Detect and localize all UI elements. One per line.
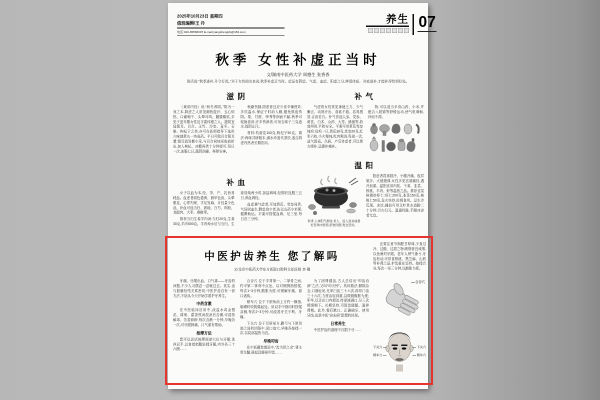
- section-ziyin-header: 滋阴: [226, 92, 249, 101]
- xiaguan-acupoint-label: 下关穴: [373, 345, 383, 350]
- paragraph: 颊车穴 位于下颌角前上方约一横指,咀嚼时咬肌隆起处。用双手中指同时按揉双侧,每次2~3分钟,可改善牙关不利、牙痛。: [240, 300, 302, 319]
- paragraph: 阳虚者畏寒肢冷、小腹冷痛、夜尿频多、大便溏薄,女性多见宫寒痛经,遇冷加重。温阳宜用肉桂、干姜、韭菜、核桃、羊肉、虾等温热之品。推荐韭菜核桃炒虾仁:虾仁200克,韭菜150克,核桃仁50克,急火快炒,佐餐食用。忌生冷瓜果、冰饮,睡前可用艾叶煮水泡脚二十分钟,引火归元、温通经脉,手脚冰凉者尤宜。: [366, 174, 424, 218]
- section-buxue-header: 补血: [226, 178, 249, 187]
- jiache-acupoint-label: 颊车穴: [416, 353, 426, 358]
- xiaguan-acupoint-label: 下关穴: [416, 345, 426, 350]
- section-divider: [413, 14, 415, 35]
- feature-title: 中医护齿养生 您了解吗: [204, 250, 340, 262]
- paragraph: 合谷穴 位于手背第一、二掌骨之间,约平第二掌骨中点处。以对侧拇指按揉,每次1~3分钟,酸胀为度,可缓解牙痛、面口诸疾。: [240, 279, 302, 298]
- section-wenyang-text: [366, 174, 424, 231]
- feature-byline: 文/北京中医药大学东方医院口腔科主任医师 李 刚: [233, 268, 311, 272]
- subhead-richang-yangsheng: 日常养生: [330, 321, 346, 326]
- paragraph: 气虚的女性常见神疲乏力、少气懒言、动则汗出、食欲不振、容易感冒,舌淡苔白。补气首选人参、党参、黄芪、白术、山药、大枣、蜂蜜等,药食两用,平和安全。平素可用黄芪党参炖鸡:母鸡一只,黄芪30克,党参20克,红枣六枚,小火慢炖,吃肉喝汤,每周一次,益气固表。久病、产后体虚者,可以膏方缓补,忌骤补峻补。: [307, 105, 363, 149]
- highlight-box: [165, 236, 433, 385]
- section-buqi-text-left: [307, 105, 363, 157]
- editor-line: 值班编辑/王 丹: [177, 20, 205, 26]
- paragraph: 下关穴 位于耳屏前方,颧弓与下颌切迹之间的凹陷中,闭口取穴,早晚各按揉一次,以局部温热为宜。: [240, 321, 302, 336]
- section-buxue: [173, 177, 302, 239]
- section-name-block: [366, 14, 409, 33]
- paragraph: 牙痛、牙龈出血、口气重——牙齿的问题,不少人习惯忍一忍就过去。其实,齿与脏腑经络关系密切,中医护齿自有一套方法,不妨从今天开始学着护牙养生。: [173, 279, 235, 298]
- section-buxue-text: [173, 191, 302, 239]
- section-underline: [366, 26, 409, 28]
- section-ziyin-text: [173, 105, 302, 176]
- masthead-info: [177, 13, 285, 36]
- paragraph: 还要注意节制肥甘厚味,少食过冷、过酸、过甜之物;吸烟者宜戒烟,以免熏灼牙龈。老年人肾气渐亏,牙齿松动,可常食核桃、黑芝麻、山药等补肾之品,护齿重在坚持。按揉合谷,每次一至三分钟,以酸胀为度。: [373, 242, 426, 271]
- page-number: 07: [418, 13, 436, 31]
- paragraph: 在中医藏象理论中,“齿为骨之余”,肾主骨生髓,晨起及睡前叩齿……: [240, 346, 302, 355]
- paragraph: 材料:杭菊花100克,枸杞子50克。做法:两味共研粗末,沸水冲泡代茶饮,适合阴虚内热者长期饮用。: [240, 131, 302, 145]
- date-line: 2025年10月23日 星期四: [177, 13, 223, 19]
- paragraph: 中医护齿的道理不仅限于牙……: [313, 328, 362, 332]
- paragraph: 女子以血为本,经、孕、产、乳皆易耗血。血虚者面色萎黄、唇甲色淡、头晕眼花、心悸失眠、手足发麻、月经量少色淡。补血可选当归、熟地、白芍、阿胶、龙眼肉、大枣、桑椹等。: [173, 191, 235, 215]
- subhead-zhongyao-hanshu: 中药含漱: [196, 301, 212, 307]
- paragraph: 您可以尝试按摩面部穴位与牙龈:洗净双手,以食指指腹轻揉牙龈,内外各三十六圈……: [173, 337, 235, 352]
- subhead-zaowan-kouchi: 早晚叩齿: [263, 339, 279, 344]
- hotpot-illustration: [307, 174, 359, 216]
- masthead-rule: [177, 36, 285, 37]
- paragraph: 《黄帝内经》说:“秋冬养阴。”阴为一身之本,阴虚之人常见潮热盗汗、五心烦热、口燥咽干、头晕耳鸣、腰膝酸软,多见于更年期女性及平素体瘦之人。滋阴宜选银耳、百合、玉竹、沙参、麦冬、石斛、枸杞子之类,亦可在医师指导下选用六味地黄丸一类成药。平日可做百合银耳羹:银耳泡发撕小朵,与百合同炖至胶质析出,加入枸杞、冰糖再煮十分钟即可,每日一次,连服七日,滋阴润燥、养颜安神。: [173, 105, 235, 154]
- section-wenyang: [307, 160, 424, 231]
- section-tag: [366, 14, 437, 35]
- section-buqi-right: [368, 105, 424, 157]
- paragraph: 血虚兼气虚者,可加黄芪、党参同煮,气旺则血生;脾虚食少者,佐以山药小米粥,健脾助运。平素可按揉血海、足三里,每日各三分钟。: [240, 202, 302, 222]
- contact-line: 电话:010-65566007 E-mail:yangshengzk@163.com: [177, 31, 246, 34]
- hotpot-caption: 秋季,人体阳气渐收,老人、虚人进补前最好咨询中医师,药食同源,贵在坚持。: [307, 220, 361, 228]
- section-ziyin: [173, 91, 302, 176]
- paragraph: 物,可以适当多食山药、小米,并配合八段锦等舒缓运动,使气机调畅,补而不滞。: [368, 105, 424, 119]
- masthead-rule: [177, 28, 285, 29]
- newspaper-page: [168, 3, 436, 389]
- section-wenyang-header: 温阳: [354, 161, 377, 170]
- section-name: 养生: [386, 13, 409, 25]
- paragraph: 为了固肾健齿,古人总结出“叩齿吞津”之法,又叫“叩天钟”。具体做法:摒除杂念,口唇轻闭,先叩臼齿三十六次,再叩门齿三十六次,力度由轻到重,以微微酸胀为度;叩毕,以舌在口内搅动,待津液满口,分三次缓缓咽下。长期坚持,可固齿健龈、滋养肾精。此外,餐后漱口、正确刷牙、使用牙线,也是中医“治未病”思想的体现。: [307, 279, 369, 318]
- section-buqi: [307, 91, 424, 157]
- paragraph: 在中医临床应用中,淡盐水或金银花、薄荷、藿香煎汤放凉后含漱,可清热解毒、芳香辟秽,每次含漱一分钟,早晚各一次,对牙龈肿痛、口气重有帮助。: [173, 308, 235, 327]
- section-wenyang-left: [307, 174, 361, 231]
- paragraph: 推荐当归生姜羊肉汤:当归20克,生姜30克,羊肉500克。羊肉焯水后与当归、生姜同炖两小时,加盐调味,经期后连服三五日,养血调经。: [173, 191, 302, 227]
- tonic-foods-illustration: [368, 121, 422, 154]
- hegu-acupoint-label: 合谷穴: [415, 280, 425, 285]
- jiache-acupoint-label: 颊车穴: [373, 353, 383, 358]
- section-deco-boxes: [368, 28, 409, 33]
- page-byline: 文/湖南中医药大学 周德生 张香香: [266, 72, 330, 77]
- page-title: 秋季 女性补虚正当时: [215, 52, 381, 68]
- subhead-anmo-fangfa: 按摩方法: [196, 330, 212, 336]
- section-buqi-header: 补气: [354, 92, 377, 101]
- page-intro: 俗话说:“秋季进补,冬令打虎。”对于女性朋友来说,秋季补虚正当时。虚证有阴虚、气虚、血虚、阳虚之分,辨清体质、对症进补,才能补得恰到好处。: [186, 80, 410, 84]
- paragraph: 秋燥伤肺,阴虚者还应少食辛辣煎炸,多饮温水,保证子时前入睡,避免熬夜伤阴。梨、甘蔗、荸荠等润而不腻,秋季可轮换食用;汗多伤津者,可用五味子三克泡水,敛阴止汗。: [240, 105, 302, 129]
